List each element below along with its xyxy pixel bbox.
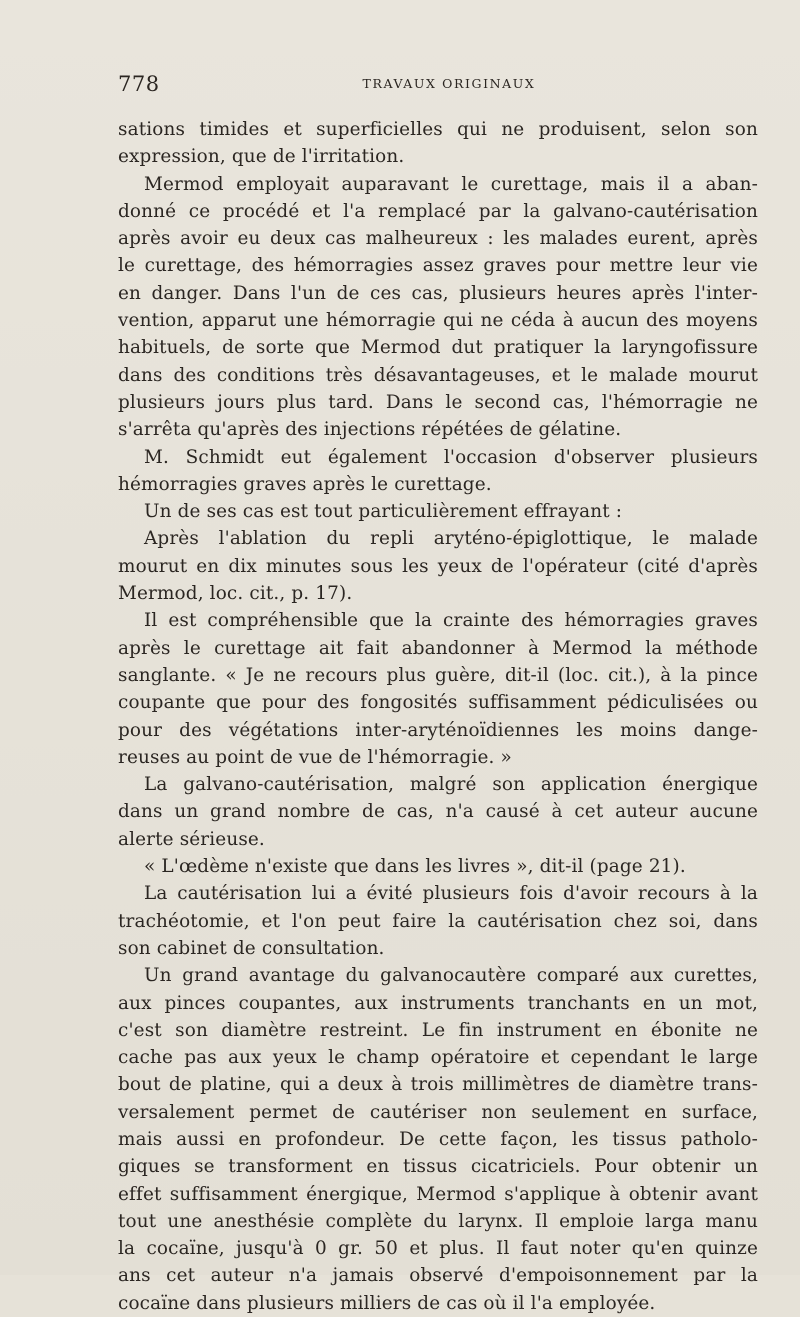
text-line: plusieurs jours plus tard. Dans le second cas, l'hémorragie ne <box>118 391 758 413</box>
text-line: pour des végétations inter-aryténoïdiennes les moins dange- <box>118 719 758 741</box>
running-head: TRAVAUX ORIGINAUX <box>362 76 536 91</box>
text-line: bout de platine, qui a deux à trois millimètres de diamètre trans- <box>118 1074 758 1096</box>
text-line: tout une anesthésie complète du larynx. Il emploie larga manu <box>118 1210 758 1232</box>
text-line: vention, apparut une hémorragie qui ne céda à aucun des moyens <box>118 310 758 332</box>
text-line: La galvano-cautérisation, malgré son application énergique <box>144 774 758 796</box>
text-line: dans un grand nombre de cas, n'a causé à cet auteur aucune <box>118 801 758 823</box>
text-line: Un grand avantage du galvanocautère comparé aux curettes, <box>144 965 758 987</box>
text-line: giques se transforment en tissus cicatriciels. Pour obtenir un <box>118 1156 758 1178</box>
text-line: alerte sérieuse. <box>118 828 265 850</box>
text-line: trachéotomie, et l'on peut faire la cautérisation chez soi, dans <box>118 910 758 932</box>
text-line: dans des conditions très désavantageuses, et le malade mourut <box>118 364 758 386</box>
body-text <box>118 116 758 1317</box>
text-line: la cocaïne, jusqu'à 0 gr. 50 et plus. Il faut noter qu'en quinze <box>118 1238 758 1260</box>
text-line: en danger. Dans l'un de ces cas, plusieurs heures après l'inter- <box>118 282 758 304</box>
text-line: Il est compréhensible que la crainte des hémorragies graves <box>144 610 758 632</box>
text-line: cocaïne dans plusieurs milliers de cas où il l'a employée. <box>118 1292 656 1314</box>
text-line: habituels, de sorte que Mermod dut pratiquer la laryngofissure <box>118 337 758 359</box>
text-line: le curettage, des hémorragies assez graves pour mettre leur vie <box>118 255 758 277</box>
text-line: Un de ses cas est tout particulièrement effrayant : <box>144 501 623 523</box>
text-line: mourut en dix minutes sous les yeux de l'opérateur (cité d'après <box>118 555 758 577</box>
text-line: Après l'ablation du repli aryténo-épiglottique, le malade <box>144 528 758 550</box>
page-header <box>118 72 740 102</box>
text-line: son cabinet de consultation. <box>118 937 385 959</box>
page-number: 778 <box>118 72 160 96</box>
text-line: mais aussi en profondeur. De cette façon, les tissus patholo- <box>118 1128 758 1150</box>
text-line: s'arrêta qu'après des injections répétées de gélatine. <box>118 419 622 441</box>
text-line: « L'œdème n'existe que dans les livres », dit-il (page 21). <box>144 856 686 878</box>
text-line: aux pinces coupantes, aux instruments tranchants en un mot, <box>118 992 758 1014</box>
text-line: hémorragies graves après le curettage. <box>118 473 492 495</box>
text-line: donné ce procédé et l'a remplacé par la galvano-cautérisation <box>118 200 758 222</box>
text-line: effet suffisamment énergique, Mermod s'applique à obtenir avant <box>118 1183 758 1205</box>
text-line: sanglante. « Je ne recours plus guère, dit-il (loc. cit.), à la pince <box>118 664 758 686</box>
text-line: sations timides et superficielles qui ne produisent, selon son <box>118 119 758 140</box>
text-line: ans cet auteur n'a jamais observé d'empoisonnement par la <box>118 1265 758 1287</box>
text-line: expression, que de l'irritation. <box>118 146 405 168</box>
text-line: après avoir eu deux cas malheureux : les malades eurent, après <box>118 228 758 250</box>
text-line: Mermod employait auparavant le curettage, mais il a aban- <box>144 173 758 195</box>
text-line: La cautérisation lui a évité plusieurs fois d'avoir recours à la <box>144 883 758 905</box>
text-line: versalement permet de cautériser non seulement en surface, <box>118 1101 758 1123</box>
text-line: coupante que pour des fongosités suffisamment pédiculisées ou <box>118 692 758 714</box>
text-line: reuses au point de vue de l'hémorragie. » <box>118 746 512 768</box>
text-line: cache pas aux yeux le champ opératoire et cependant le large <box>118 1047 758 1069</box>
text-line: après le curettage ait fait abandonner à Mermod la méthode <box>118 637 758 659</box>
text-line: c'est son diamètre restreint. Le fin instrument en ébonite ne <box>118 1019 758 1041</box>
text-line: M. Schmidt eut également l'occasion d'observer plusieurs <box>144 446 758 468</box>
text-line: Mermod, loc. cit., p. 17). <box>118 583 353 605</box>
